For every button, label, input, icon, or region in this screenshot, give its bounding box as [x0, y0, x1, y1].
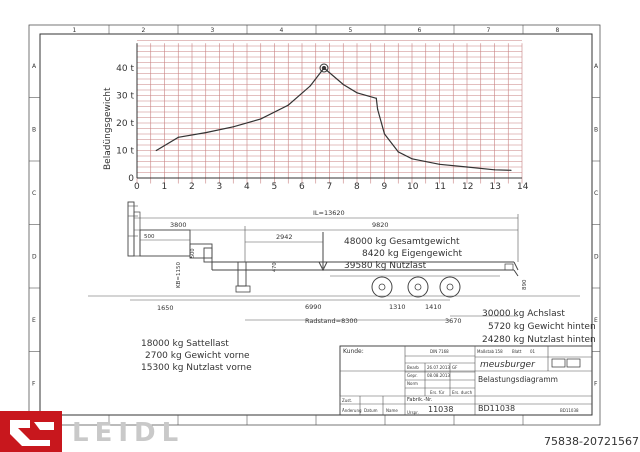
payload-text: 39580 kg Nutzlast [344, 261, 427, 271]
frame-row-D: D [32, 253, 37, 261]
chart-data-points [156, 67, 512, 170]
frame-row-F-right: F [594, 380, 598, 388]
frame-row-D-right: D [594, 253, 599, 261]
y-tick-0: 0 [128, 174, 134, 184]
chart-grid [137, 41, 522, 184]
x-tick-11: 11 [434, 182, 446, 192]
x-tick-7: 7 [326, 182, 333, 192]
frame-col-8: 8 [555, 27, 560, 34]
trailer-side-drawing [88, 202, 580, 325]
x-tick-1: 1 [161, 182, 168, 192]
frame-col-4: 4 [279, 27, 284, 34]
dim-3670: 3670 [445, 317, 462, 325]
tb-ursp: Urspr. [407, 410, 419, 415]
total-weight-text: 48000 kg Gesamtgewicht [344, 237, 460, 247]
x-tick-14: 14 [517, 182, 529, 192]
tb-bearb-date: 26.07.2013 [427, 365, 450, 370]
tb-gepr-date: 08.08.2013 [427, 373, 450, 378]
tb-m-val: 158 [495, 349, 503, 354]
tb-bearb-name: GF [452, 365, 458, 370]
top-dimensions [134, 209, 528, 290]
dim-500: 500 [144, 234, 155, 240]
tb-aenderung: Änderung [342, 408, 362, 413]
dim-1650: 1650 [157, 304, 174, 312]
dim-1410: 1410 [425, 303, 442, 311]
x-tick-9: 9 [381, 182, 388, 192]
y-tick-4: 40 t [116, 64, 134, 74]
frame-col-5: 5 [348, 27, 353, 34]
dim-470: 470 [272, 262, 278, 272]
y-tick-2: 20 t [116, 119, 134, 129]
frame-row-A-right: A [594, 62, 599, 70]
x-tick-2: 2 [189, 182, 195, 192]
frame-row-F: F [32, 380, 36, 388]
tb-kunde: Kunde: [343, 348, 364, 355]
x-tick-8: 8 [354, 182, 360, 192]
chart-y-axis-label: Beladüngsgewicht [103, 87, 113, 170]
dim-1310: 1310 [389, 303, 406, 311]
weight-summary-center [344, 237, 462, 271]
landing-gear [236, 262, 250, 292]
frame-col-3: 3 [210, 27, 215, 34]
x-tick-10: 10 [407, 182, 419, 192]
frame-row-C: C [32, 189, 37, 197]
watermark-text: LEIDL [72, 418, 185, 448]
bottom-dimensions [130, 300, 518, 325]
frame-row-E: E [32, 316, 36, 324]
tb-massstab: Maßstab [477, 349, 495, 354]
tb-gepr: Gepr. [407, 373, 418, 378]
y-tick-1: 10 t [116, 146, 134, 157]
dim-2942: 2942 [276, 233, 293, 241]
tb-serial: BD11038 [560, 408, 579, 413]
x-tick-0: 0 [134, 182, 140, 192]
x-tick-12: 12 [462, 182, 474, 192]
title-block [340, 346, 592, 415]
axle-wheels [372, 277, 460, 297]
axle-load-text: 30000 kg Achslast [482, 309, 565, 319]
tb-title: Belastungsdiagramm [478, 375, 558, 384]
frame-row-B: B [32, 126, 37, 134]
tb-ers-durch: Ers. durch [452, 390, 473, 395]
tb-datum: Datum [364, 408, 378, 413]
tb-din: DIN 7168 [430, 349, 449, 354]
x-tick-6: 6 [299, 182, 305, 192]
dim-kb: KB=1150 [176, 262, 182, 288]
frame-col-2: 2 [141, 27, 146, 34]
peak-marker-dot [322, 66, 326, 70]
tb-b-val: 01 [530, 349, 536, 354]
frame-row-B-right: B [594, 126, 599, 134]
load-curve [156, 68, 511, 170]
tb-ers-fur: Ers. für [430, 390, 445, 395]
tb-name: Name [386, 408, 398, 413]
leidl-watermark [0, 411, 184, 452]
weight-summary-rear [482, 309, 596, 345]
dim-500b: 500 [190, 248, 196, 258]
x-tick-13: 13 [489, 182, 501, 192]
tb-norm: Norm [407, 381, 418, 386]
x-tick-4: 4 [244, 182, 250, 192]
tb-zust: Zust. [342, 398, 353, 403]
frame-row-C-right: C [594, 189, 599, 197]
x-tick-5: 5 [271, 182, 278, 192]
dim-il: IL=13620 [313, 209, 345, 217]
rear-weight-text: 5720 kg Gewicht hinten [488, 322, 596, 332]
tb-brand: meusburger [480, 360, 535, 370]
own-weight-text: 8420 kg Eigengewicht [362, 249, 462, 259]
tb-bearb: Bearb [407, 365, 419, 370]
front-weight-text: 2700 kg Gewicht vorne [145, 351, 250, 361]
chart-x-tick-labels [134, 182, 529, 192]
brand-logo-icon [552, 359, 580, 367]
gooseneck [128, 202, 190, 256]
load-diagram-chart [103, 41, 529, 193]
fifth-wheel-load-text: 18000 kg Sattellast [141, 339, 229, 349]
dim-radstand: Radstand=8300 [305, 317, 358, 325]
dim-9820: 9820 [372, 221, 389, 229]
dim-6990: 6990 [305, 303, 322, 311]
rear-light [505, 264, 513, 270]
y-tick-3: 30 t [116, 91, 134, 102]
tb-blatt: Blatt [512, 349, 522, 354]
rear-payload-text: 24280 kg Nutzlast hinten [482, 335, 596, 345]
x-tick-3: 3 [216, 182, 223, 192]
tb-fabrik-label: Fabrik.-Nr. [407, 397, 433, 403]
frame-row-A: A [32, 62, 37, 70]
chart-y-tick-labels [116, 64, 134, 184]
front-payload-text: 15300 kg Nutzlast vorne [141, 363, 252, 373]
frame-col-6: 6 [417, 27, 422, 34]
weight-summary-front [141, 339, 252, 373]
dim-890: 890 [522, 279, 528, 290]
tb-doc-no: BD11038 [478, 404, 516, 413]
frame-row-E-right: E [594, 316, 598, 324]
frame-col-7: 7 [486, 27, 491, 34]
frame-col-1: 1 [72, 27, 77, 34]
reference-id: 75838-20721567 [544, 435, 639, 448]
tb-fabrik-no: 11038 [428, 405, 454, 414]
dim-3800: 3800 [170, 221, 187, 229]
